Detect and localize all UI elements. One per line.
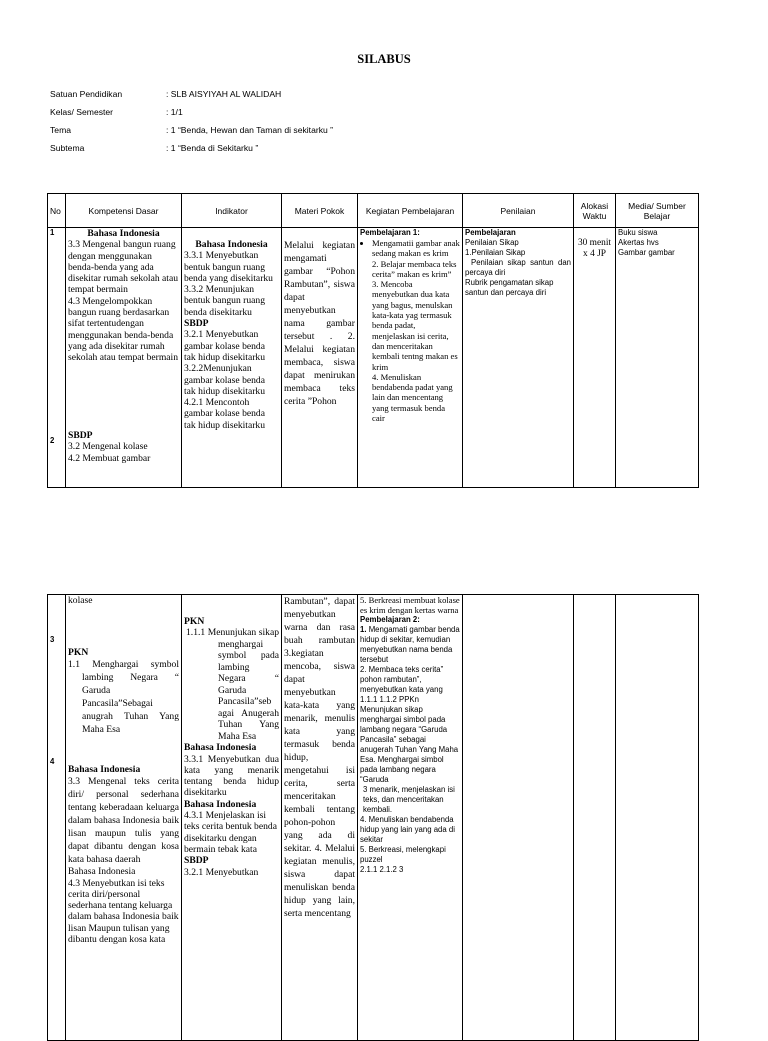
cell-media bbox=[616, 228, 699, 488]
activity-item: 3. Mencoba menyebutkan dua kata yang bagus, menulskan kata-kata yag termasuk benda padat, menjelaskan isi cerita, dan menceritakan kembali tentng makan es krim bbox=[372, 279, 458, 372]
subject-heading: SBDP bbox=[184, 318, 209, 330]
subject-heading: Bahasa Indonesia bbox=[184, 798, 257, 810]
indicator-item: 4.2.1 Mencontoh gambar kolase benda tak hidup disekitarku bbox=[184, 397, 265, 431]
assessment-heading: Pembelajaran bbox=[465, 228, 516, 237]
subject-heading: Bahasa Indonesia bbox=[87, 228, 160, 239]
assessment-item: Rubrik pengamatan sikap santun dan percaya diri bbox=[465, 278, 554, 297]
media-item: Buku siswa bbox=[618, 228, 658, 237]
cell-alokasi bbox=[574, 228, 616, 488]
cell-kompetensi bbox=[66, 595, 182, 1041]
row-number: 2 bbox=[50, 436, 55, 445]
cell-kegiatan bbox=[358, 595, 463, 1041]
meta-value: : 1 “Benda, Hewan dan Taman di sekitarku ” bbox=[166, 125, 334, 135]
page-title: SILABUS bbox=[357, 52, 411, 66]
cell-materi bbox=[282, 228, 358, 488]
indicator-item: 3.2.1 Menyebutkan gambar kolase benda tak hidup disekitarku bbox=[184, 329, 265, 363]
subject-heading: PKN bbox=[68, 647, 89, 658]
activity-item: 4. Menuliskan bendabenda hidup yang lain yang ada di sekitar bbox=[360, 815, 455, 844]
col-header-no: No bbox=[48, 194, 66, 228]
time-allocation: 30 menit x 4 JP bbox=[577, 238, 612, 260]
kd-item: 3.2 Mengenal kolase bbox=[68, 441, 148, 453]
indicator-item: 3.3.1 Menyebutkan dua kata yang menarik tentang benda hidup disekitarku bbox=[184, 753, 279, 799]
activity-item: 2. Membaca teks cerita” pohon rambutan”, menyebutkan kata yang 1.1.1 1.1.2 PPKn Menunjukan sikap menghargai simbol pada lambang negara “Garuda Pancasila” sebagai anugerah Tuhan Yang Maha Esa. Menghargai simbol pada lambang negara “Garuda bbox=[360, 665, 459, 784]
cell-indikator bbox=[182, 228, 282, 488]
activity-item: 2.1.1 2.1.2 3 bbox=[360, 865, 404, 874]
col-header-penilaian: Penilaian bbox=[463, 194, 574, 228]
kd-item: Bahasa Indonesia bbox=[68, 866, 136, 878]
row-number: 4 bbox=[50, 757, 55, 766]
activity-item: 2. Belajar membaca teks cerita” makan es krim” bbox=[372, 258, 457, 279]
cell-penilaian bbox=[463, 595, 574, 1041]
meta-value: : SLB AISYIYAH AL WALIDAH bbox=[166, 89, 282, 99]
kd-item: 3.3 Mengenal bangun ruang dengan menggunakan benda-benda yang ada disekitar rumah sekolah atau tempat bermain bbox=[68, 239, 179, 296]
media-item: Gambar gambar bbox=[618, 248, 675, 257]
indicator-item: 3.2.2Menunjukan gambar kolase benda tak hidup disekitarku bbox=[184, 363, 265, 397]
meta-value: : 1/1 bbox=[166, 107, 183, 117]
subject-heading: SBDP bbox=[68, 430, 93, 441]
meta-label: Subtema bbox=[50, 143, 85, 153]
cell-no bbox=[48, 228, 66, 488]
table-header-row bbox=[48, 194, 699, 228]
kd-item: 4.2 Membuat gambar bbox=[68, 452, 151, 464]
cell-media bbox=[616, 595, 699, 1041]
kd-item: kolase bbox=[68, 595, 93, 606]
materi-text: Melalui kegiatan mengamati gambar “Pohon Rambutan”, siswa dapat menyebutkan nama gambar tersebut . 2. Melalui kegiatan membaca, siswa dapat menirukan membaca teks cerita ”Pohon bbox=[284, 240, 355, 407]
subject-heading: Bahasa Indonesia bbox=[195, 239, 268, 250]
meta-label: Kelas/ Semester bbox=[50, 107, 114, 117]
row-number: 1 bbox=[50, 228, 55, 237]
cell-alokasi bbox=[574, 595, 616, 1041]
col-header-alokasi: Alokasi Waktu bbox=[574, 194, 616, 228]
materi-text: Rambutan”, dapat menyebutkan warna dan rasa buah rambutan 3.kegiatan mencoba, siswa dapat menyebutkan kata-kata yang menarik, menulis kata yang termasuk benda hidup, mengetahui isi cerita, serta menceritakan kembali tentang pohon-pohon yang ada di sekitar. 4. Melalui kegiatan menulis, siswa dapat menuliskan benda hidup yang lain, serta mencentang bbox=[284, 596, 355, 919]
assessment-item: Penilaian Sikap bbox=[465, 238, 519, 247]
col-header-materi: Materi Pokok bbox=[282, 194, 358, 228]
activity-item: 3 menarik, menjelaskan isi teks, dan menceritakan kembali. bbox=[363, 785, 455, 814]
cell-indikator bbox=[182, 595, 282, 1041]
kd-item: 4.3 Menyebutkan isi teks cerita diri/personal sederhana tentang keluarga dalam bahasa Indonesia baik lisan Maupun tulisan yang dibantu dengan kosa kata bbox=[68, 877, 179, 946]
media-item: Akertas hvs bbox=[618, 238, 659, 247]
activity-item: • Mengamatii gambar anak sedang makan es krim bbox=[372, 238, 460, 259]
subject-heading: Bahasa Indonesia bbox=[68, 764, 141, 775]
col-header-kegiatan: Kegiatan Pembelajaran bbox=[358, 194, 463, 228]
indicator-item: 3.3.1 Menyebutkan bentuk bangun ruang benda yang disekitarku bbox=[184, 250, 273, 284]
indicator-item: 4.3.1 Menjelaskan isi teks cerita bentuk benda disekitarku dengan bermain tebak kata bbox=[184, 810, 277, 855]
activity-item: 4. Menuliskan bendabenda padat yang lain dan mencentang yang termasuk benda cair bbox=[372, 371, 453, 424]
assessment-item: 1.Penilaian Sikap bbox=[465, 248, 526, 257]
kd-item: 4.3 Mengelompokkan bangun ruang berdasarkan sifat tertentudengan menggunakan benda-benda yang ada disekitar rumah sekolah atau tempat bermain bbox=[68, 295, 179, 364]
meta-label: Tema bbox=[50, 125, 72, 135]
cell-kegiatan bbox=[358, 228, 463, 488]
indicator-item: 3.3.2 Menunjukan bentuk bangun ruang benda disekitarku bbox=[184, 284, 265, 318]
meta-value: : 1 “Benda di Sekitarku ” bbox=[166, 143, 259, 153]
indicator-item: 3.2.1 Menyebutkan bbox=[184, 866, 259, 878]
subject-heading: Bahasa Indonesia bbox=[184, 742, 257, 754]
activity-item: 5. Berkreasi, melengkapi puzzel bbox=[360, 845, 446, 864]
kd-item: 1.1 Menghargai symbol lambing Negara “ Garuda Pancasila”Sebagai anugrah Tuhan Yang Maha Esa bbox=[68, 659, 179, 736]
col-header-kompetensi: Kompetensi Dasar bbox=[66, 194, 182, 228]
meta-label: Satuan Pendidikan bbox=[50, 89, 123, 99]
cell-materi bbox=[282, 595, 358, 1041]
col-header-indikator: Indikator bbox=[182, 194, 282, 228]
row-number: 3 bbox=[50, 635, 55, 644]
activity-heading: Pembelajaran 2: bbox=[360, 615, 420, 624]
subject-heading: SBDP bbox=[184, 855, 209, 867]
assessment-item: Penilaian sikap santun dan percaya diri bbox=[465, 258, 571, 277]
activity-heading: Pembelajaran 1: bbox=[360, 228, 420, 237]
kd-item: 3.3 Mengenal teks cerita diri/ personal sederhana tentang keberadaan keluarga dalam bahasa Indonesia baik lisan maupun tulis yang dapat dibantu dengan kosa kata bahasa daerah bbox=[68, 776, 179, 866]
subject-heading: PKN bbox=[184, 616, 205, 627]
syllabus-table-1 bbox=[47, 193, 699, 488]
cell-penilaian bbox=[463, 228, 574, 488]
syllabus-table-2 bbox=[47, 594, 699, 1041]
activity-item: 5. Berkreasi membuat kolase es krim dengan kertas warna bbox=[360, 595, 460, 615]
cell-kompetensi bbox=[66, 228, 182, 488]
activity-item: Mengamati gambar benda hidup di sekitar, kemudian menyebutkan nama benda tersebut bbox=[360, 625, 460, 664]
indicator-item: 1.1.1 Menunjukan sikap menghargai symbol pada lambing Negara “ Garuda Pancasila”seb agai Anugerah Tuhan Yang Maha Esa bbox=[186, 627, 279, 742]
table-row bbox=[48, 228, 699, 488]
table-row bbox=[48, 595, 699, 1041]
cell-no bbox=[48, 595, 66, 1041]
activity-number: 1. bbox=[360, 625, 367, 634]
col-header-media: Media/ Sumber Belajar bbox=[616, 194, 699, 228]
